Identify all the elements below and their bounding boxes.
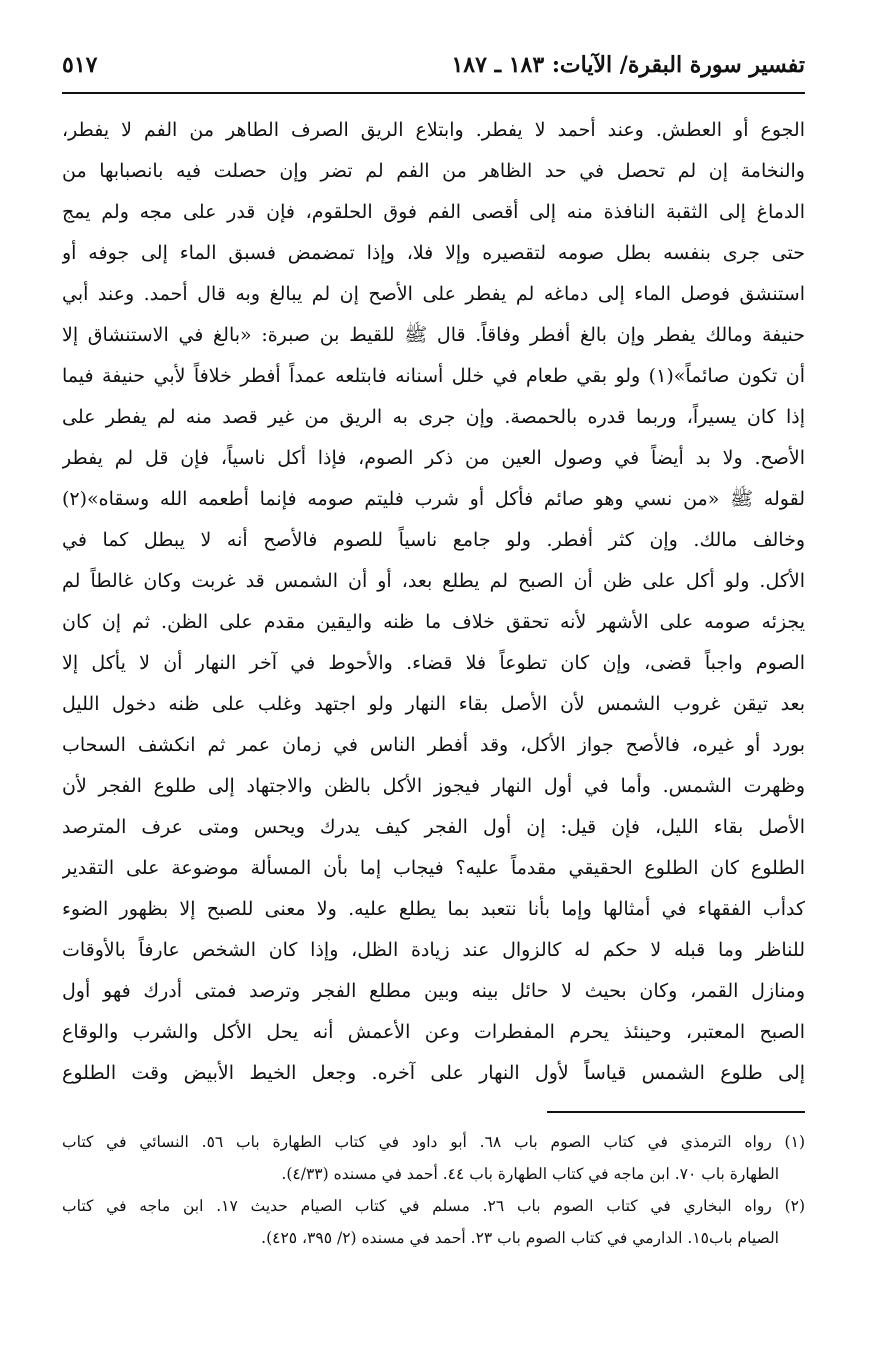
text-line: حنيفة ومالك يفطر وإن بالغ أفطر وفاقاً. قال ﷺ للقيط بن صبرة: «بالغ في الاستنشاق إلا [62,324,805,346]
footnote-line: الطهارة باب ٧٠. ابن ماجه في كتاب الطهارة باب ٤٤. أحمد في مسنده (٤/٣٣). [281,1165,779,1183]
text-line: بورد أو غيره، فالأصح جواز الأكل، وقد أفطر الناس في زمان عمر ثم انكشف السحاب [62,734,805,756]
footnotes [62,1126,805,1254]
text-line: حتى جرى بنفسه بطل صومه لتقصيره وإلا فلا، وإذا تمضمض فسبق الماء إلى جوفه أو [62,242,805,264]
footnote-line: (٢) رواه البخاري في كتاب الصوم باب ٢٦. مسلم في كتاب الصيام حديث ١٧. ابن ماجه في كتاب [62,1197,805,1215]
text-line: الأصل بقاء الليل، فإن قيل: إن أول الفجر كيف يدرك ويحس ومتى عرف المترصد [62,816,805,838]
page-number: ٥١٧ [62,52,98,78]
footnote-line: الصيام باب١٥. الدارمي في كتاب الصوم باب ٢٣. أحمد في مسنده (٢/ ٣٩٥، ٤٢٥). [261,1229,779,1247]
text-line: الصبح المعتبر، وحينئذ يحرم المفطرات وعن الأعمش أنه يحل الأكل والشرب والوقاع [62,1021,805,1043]
text-line: الأكل. ولو أكل على ظن أن الصبح لم يطلع بعد، أو أن الشمس قد غربت وكان غالطاً لم [62,570,805,592]
footnote-line: (١) رواه الترمذي في كتاب الصوم باب ٦٨. أبو داود في كتاب الطهارة باب ٥٦. النسائي في كتاب [62,1133,805,1151]
text-line: ومنازل القمر، وكان بحيث لا حائل بينه وبين مطلع الفجر وترصد فمتى أدرك فهو أول [62,980,805,1002]
text-line: للناظر وما قبله لا حكم له كالزوال عند زيادة الظل، وإذا كان الشخص عارفاً بالأوقات [62,939,805,961]
text-line: إلى طلوع الشمس قياساً لأول النهار على آخره. وجعل الخيط الأبيض وقت الطلوع [62,1062,805,1084]
header-title: تفسير سورة البقرة/ الآيات: ١٨٣ ـ ١٨٧ [451,52,805,78]
text-line: استنشق فوصل الماء إلى دماغه لم يفطر على الأصح إن لم يبالغ وبه قال أحمد. وعند أبي [62,283,805,305]
text-line: الطلوع كان الطلوع الحقيقي مقدماً عليه؟ فيجاب إما بأن المسألة موضوعة على التقدير [62,857,805,879]
main-text [62,110,805,1095]
text-line: والنخامة إن لم تحصل في حد الظاهر من الفم لم تضر وإن حصلت فيه بانصبابها من [62,160,805,182]
text-line: وظهرت الشمس. وأما في أول النهار فيجوز الأكل بالظن والاجتهاد إلى طلوع الفجر لأن [62,775,805,797]
text-line: لقوله ﷺ «من نسي وهو صائم فأكل أو شرب فليتم صومه فإنما أطعمه الله وسقاه»(٢) [62,488,805,510]
text-line: الدماغ إلى الثقبة النافذة منه إلى أقصى الفم فوق الحلقوم، فإن قدر على مجه ولم يمج [62,201,805,223]
text-line: أن تكون صائماً»(١) ولو بقي طعام في خلل أسنانه فابتلعه عمداً أفطر خلافاً لأبي حنيفة فيما [62,365,805,387]
text-line: الصوم واجباً قضى، وإن كان تطوعاً فلا قضاء. والأحوط في آخر النهار أن لا يأكل إلا [62,652,805,674]
text-line: بعد تيقن غروب الشمس لأن الأصل بقاء النهار ولو اجتهد وغلب على ظنه دخول الليل [62,693,805,715]
text-line: الجوع أو العطش. وعند أحمد لا يفطر. وابتلاع الريق الصرف الطاهر من الفم لا يفطر، [62,119,805,141]
text-line: يجزئه صومه على الأشهر لأنه تحقق خلاف ما ظنه واليقين مقدم على الظن. ثم إن كان [62,611,805,633]
footnote-separator [547,1111,805,1113]
text-line: وخالف مالك. وإن كثر أفطر. ولو جامع ناسياً للصوم فالأصح أنه لا يبطل كما في [62,529,805,551]
text-line: إذا كان يسيراً، وربما قدره بالحمصة. وإن جرى به الريق من غير قصد منه لم يفطر على [62,406,805,428]
text-line: كدأب الفقهاء في أمثالها وإما بأنا نتعبد بما يطلع عليه. ولا معنى للصبح إلا بظهور الضوء [62,898,805,920]
text-line: الأصح. ولا بد أيضاً في وصول العين من ذكر الصوم، فإذا أكل ناسياً، فإن قل لم يفطر [62,447,805,469]
running-header [62,42,805,94]
